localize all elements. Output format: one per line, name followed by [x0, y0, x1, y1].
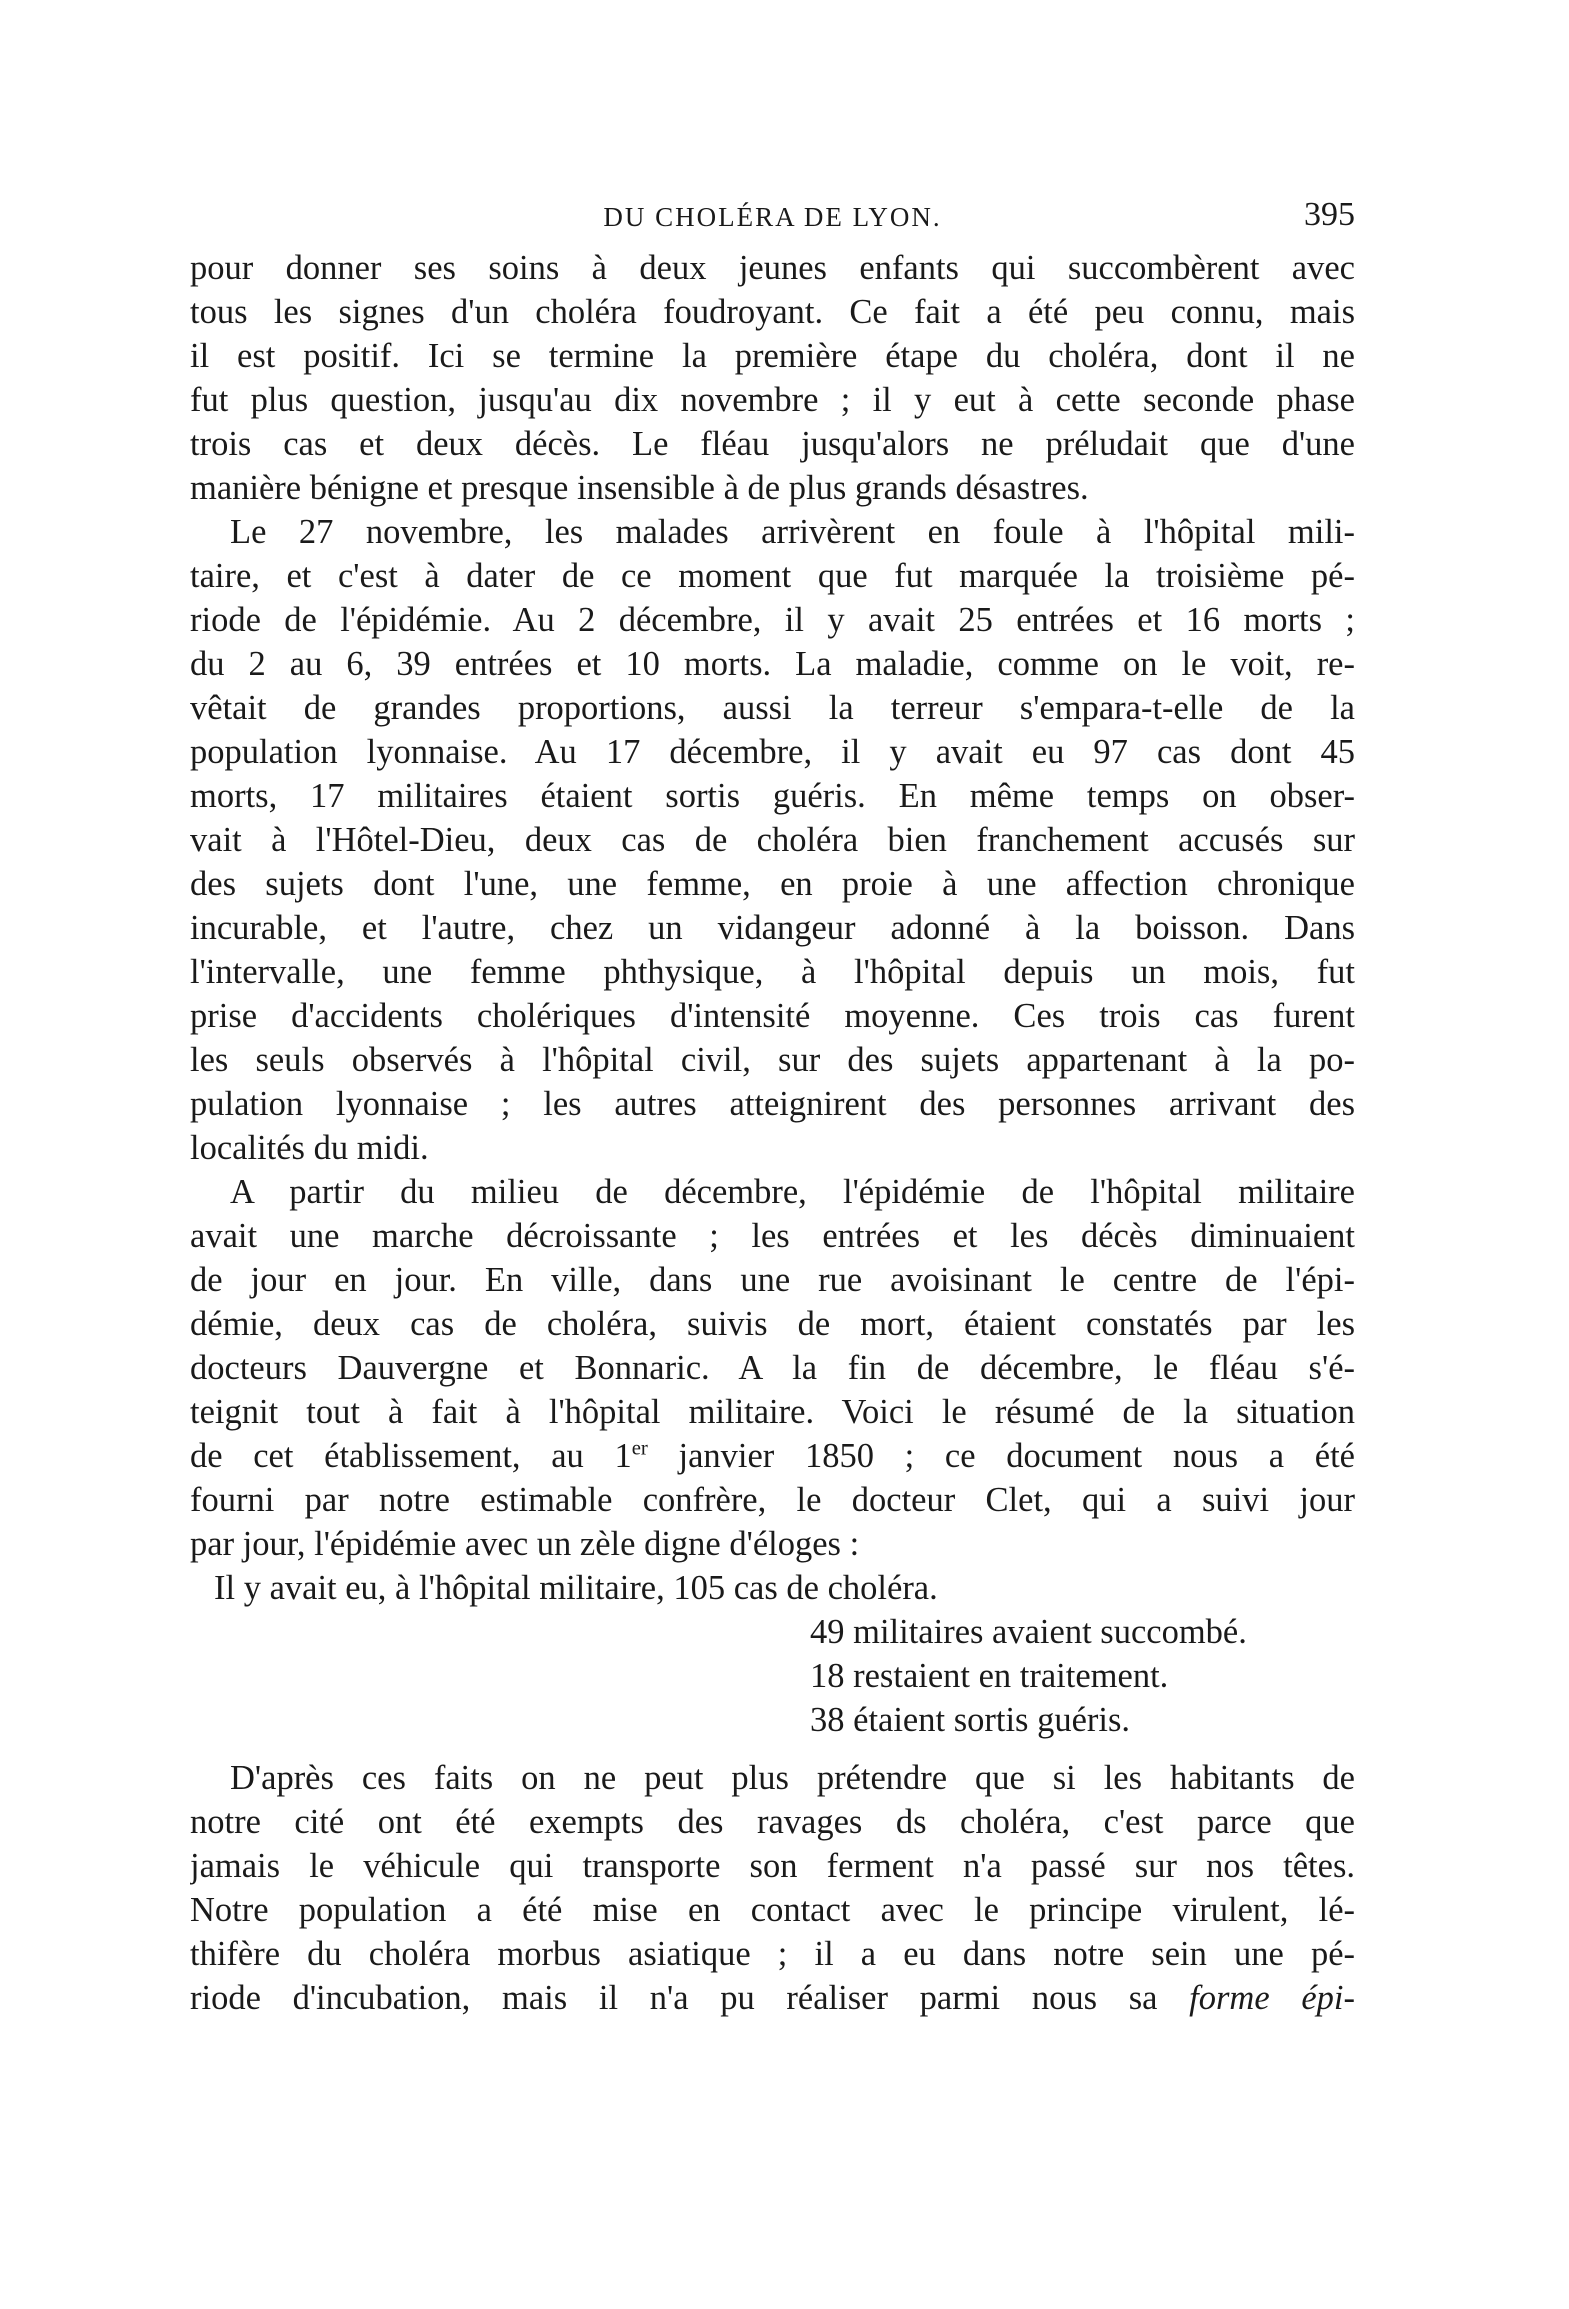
text-line: D'après ces faits on ne peut plus prétendre que si les habitants de — [230, 1759, 1355, 1797]
text-line: thifère du choléra morbus asiatique ; il a eu dans notre sein une pé- — [190, 1935, 1355, 1973]
text-line: Notre population a été mise en contact avec le principe virulent, lé- — [190, 1891, 1355, 1929]
statistics-item: 49 militaires avaient succombé. — [810, 1613, 1247, 1651]
ordinal-superscript: er — [631, 1437, 648, 1460]
text-line-date — [190, 1434, 1355, 1478]
statistics-item: 38 étaient sortis guéris. — [810, 1701, 1131, 1739]
text-line: vait à l'Hôtel-Dieu, deux cas de choléra bien franchement accusés sur — [190, 821, 1355, 859]
text-line: A partir du milieu de décembre, l'épidémie de l'hôpital militaire — [230, 1173, 1355, 1211]
text-line: les seuls observés à l'hôpital civil, sur des sujets appartenant à la po- — [190, 1041, 1355, 1079]
paragraph-4 — [190, 1756, 1355, 2020]
paragraph-3 — [190, 1170, 1355, 1566]
page-body — [190, 246, 1355, 2020]
text-line: pour donner ses soins à deux jeunes enfants qui succombèrent avec — [190, 249, 1355, 287]
statistics-item: 18 restaient en traitement. — [810, 1657, 1169, 1695]
paragraph-2 — [190, 510, 1355, 1170]
text-line: fourni par notre estimable confrère, le docteur Clet, qui a suivi jour — [190, 1481, 1355, 1519]
text-line: manière bénigne et presque insensible à de plus grands désastres. — [190, 469, 1089, 507]
text-line: il est positif. Ici se termine la première étape du choléra, dont il ne — [190, 337, 1355, 375]
date-line-start: de cet établissement, au 1 — [190, 1437, 632, 1475]
paragraph-1 — [190, 246, 1355, 510]
text-line: du 2 au 6, 39 entrées et 10 morts. La maladie, comme on le voit, re- — [190, 645, 1355, 683]
final-line-italic: forme épi- — [1189, 1979, 1355, 2017]
spacer — [190, 1742, 1355, 1756]
text-line: notre cité ont été exempts des ravages ds choléra, c'est parce que — [190, 1803, 1355, 1841]
statistics-intro: Il y avait eu, à l'hôpital militaire, 105 cas de choléra. — [214, 1569, 938, 1607]
text-line: avait une marche décroissante ; les entrées et les décès diminuaient — [190, 1217, 1355, 1255]
text-line: par jour, l'épidémie avec un zèle digne d'éloges : — [190, 1525, 860, 1563]
text-line: trois cas et deux décès. Le fléau jusqu'alors ne préludait que d'une — [190, 425, 1355, 463]
final-line-plain: riode d'incubation, mais il n'a pu réaliser parmi nous sa — [190, 1979, 1190, 2017]
text-line: l'intervalle, une femme phthysique, à l'hôpital depuis un mois, fut — [190, 953, 1355, 991]
statistics-block — [190, 1566, 1355, 1742]
running-title: DU CHOLÉRA DE LYON. — [603, 202, 942, 232]
text-line: teignit tout à fait à l'hôpital militaire. Voici le résumé de la situation — [190, 1393, 1355, 1431]
text-line: incurable, et l'autre, chez un vidangeur adonné à la boisson. Dans — [190, 909, 1355, 947]
text-line: fut plus question, jusqu'au dix novembre ; il y eut à cette seconde phase — [190, 381, 1355, 419]
text-line: vêtait de grandes proportions, aussi la terreur s'empara-t-elle de la — [190, 689, 1355, 727]
text-line: démie, deux cas de choléra, suivis de mort, étaient constatés par les — [190, 1305, 1355, 1343]
text-line: docteurs Dauvergne et Bonnaric. A la fin de décembre, le fléau s'é- — [190, 1349, 1355, 1387]
text-line: tous les signes d'un choléra foudroyant. Ce fait a été peu connu, mais — [190, 293, 1355, 331]
text-line-final — [190, 1976, 1355, 2020]
text-line: pulation lyonnaise ; les autres atteignirent des personnes arrivant des — [190, 1085, 1355, 1123]
text-line: des sujets dont l'une, une femme, en proie à une affection chronique — [190, 865, 1355, 903]
text-line: taire, et c'est à dater de ce moment que fut marquée la troisième pé- — [190, 557, 1355, 595]
text-line: de jour en jour. En ville, dans une rue avoisinant le centre de l'épi- — [190, 1261, 1355, 1299]
running-head — [190, 196, 1355, 240]
text-line: prise d'accidents cholériques d'intensité moyenne. Ces trois cas furent — [190, 997, 1355, 1035]
text-line: population lyonnaise. Au 17 décembre, il y avait eu 97 cas dont 45 — [190, 733, 1355, 771]
text-line: jamais le véhicule qui transporte son ferment n'a passé sur nos têtes. — [190, 1847, 1355, 1885]
text-line: Le 27 novembre, les malades arrivèrent en foule à l'hôpital mili- — [230, 513, 1355, 551]
date-line-end: janvier 1850 ; ce document nous a été — [647, 1437, 1355, 1475]
text-line: localités du midi. — [190, 1129, 429, 1167]
text-line: riode de l'épidémie. Au 2 décembre, il y avait 25 entrées et 16 morts ; — [190, 601, 1355, 639]
text-line: morts, 17 militaires étaient sortis guéris. En même temps on obser- — [190, 777, 1355, 815]
page-number: 395 — [1304, 196, 1355, 233]
